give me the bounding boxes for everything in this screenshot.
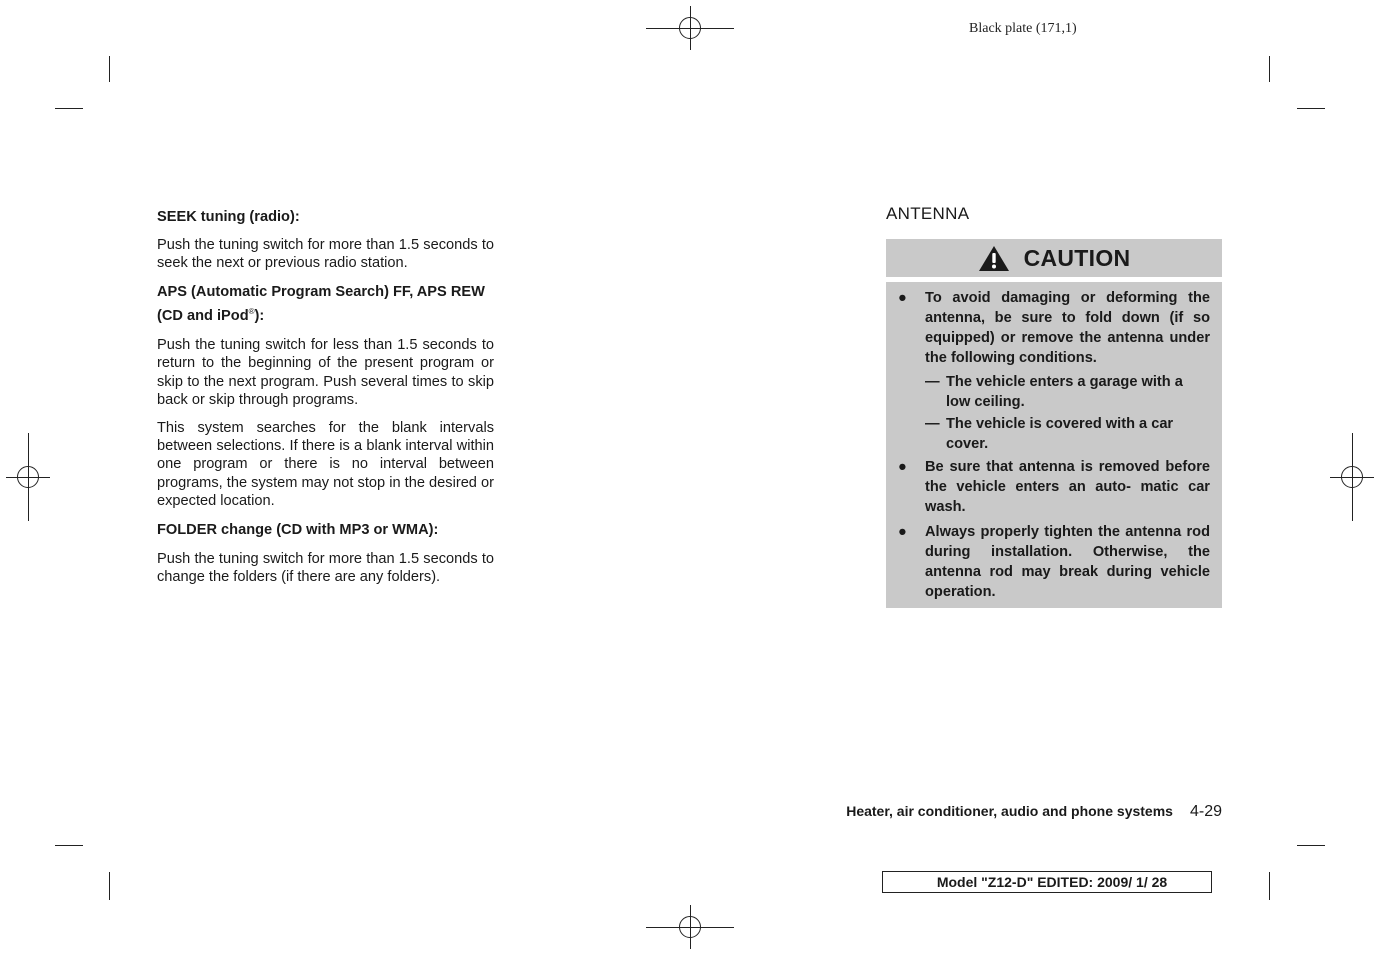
bullet-icon: ●: [898, 290, 907, 306]
plate-label: Black plate (171,1): [969, 21, 1077, 36]
footer-section-title: Heater, air conditioner, audio and phone systems: [846, 803, 1173, 819]
aps-text-2: This system searches for the blank intervals between selections. If there is a blank interval within one program or there is no interval between programs, the system may not stop in the desired or expected location.: [157, 420, 494, 509]
crop-mark: [1269, 872, 1270, 900]
caution-sub-item: — The vehicle is covered with a car cover.: [925, 416, 1174, 452]
page-number: 4-29: [1189, 803, 1222, 820]
seek-text: Push the tuning switch for more than 1.5 seconds to seek the next or previous radio station.: [157, 237, 494, 272]
crop-mark: [1297, 108, 1325, 109]
crop-mark: [109, 872, 110, 900]
page-footer: [800, 803, 1222, 821]
caution-body: [886, 282, 1222, 602]
folder-text: Push the tuning switch for more than 1.5 seconds to change the folders (if there are any folders).: [157, 551, 494, 586]
caution-box: [886, 239, 1222, 608]
aps-heading: APS (Automatic Program Search) FF, APS REW (CD and iPod®):: [157, 284, 485, 325]
caution-bullet: ● Always properly tighten the antenna rod during installation. Otherwise, the antenna rod may break during vehicle operation.: [898, 524, 1210, 600]
crop-mark: [55, 108, 83, 109]
bullet-icon: ●: [898, 524, 907, 540]
aps-text: Push the tuning switch for less than 1.5 seconds to return to the beginning of the present program or skip to the next program. Push several times to skip back or skip through programs.: [157, 337, 494, 408]
caution-bullet: ● Be sure that antenna is removed before the vehicle enters an auto- matic car wash.: [898, 459, 1210, 515]
registered-mark: ®: [248, 307, 255, 317]
model-edited-box: Model "Z12-D" EDITED: 2009/ 1/ 28: [882, 871, 1212, 893]
folder-heading: FOLDER change (CD with MP3 or WMA):: [157, 522, 439, 539]
caution-sub-item: — The vehicle enters a garage with a low ceiling.: [925, 374, 1183, 410]
caution-bullet: ● To avoid damaging or deforming the antenna, be sure to fold down (if so equipped) or remove the antenna under the following conditions.: [898, 290, 1210, 366]
crop-mark: [109, 56, 110, 82]
dash-icon: —: [925, 374, 940, 390]
dash-icon: —: [925, 416, 940, 432]
warning-triangle-icon: [978, 245, 1010, 272]
caution-header: [886, 239, 1222, 282]
caution-title: CAUTION: [1023, 244, 1131, 271]
section-title: ANTENNA: [886, 204, 970, 223]
crop-mark: [55, 845, 83, 846]
left-column: [157, 207, 494, 597]
seek-heading: SEEK tuning (radio):: [157, 209, 300, 225]
crop-mark: [1297, 845, 1325, 846]
crop-mark: [1269, 56, 1270, 82]
bullet-icon: ●: [898, 459, 907, 475]
